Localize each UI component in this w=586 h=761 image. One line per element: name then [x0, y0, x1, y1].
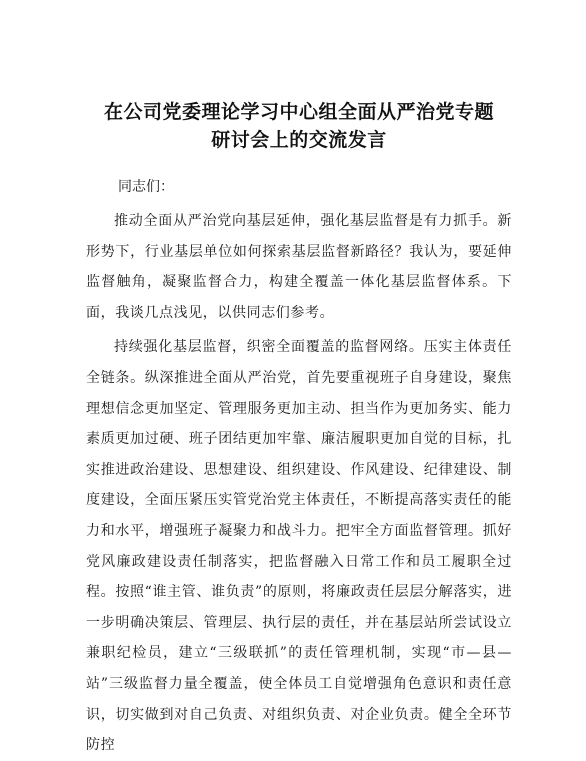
title-line-1: 在公司党委理论学习中心组全面从严治党专题: [103, 101, 494, 123]
paragraph-body: 持续强化基层监督，织密全面覆盖的监督网络。压实主体责任全链条。纵深推进全面从严治党，首先要重视班子自身建设，聚焦理想信念更加坚定、管理服务更加主动、担当作为更加务实、能力素质更加过硬、班子团结更加牢靠、廉洁履职更加自觉的目标，扎实推进政治建设、思想建设、组织建设、作风建设、纪律建设、制度建设，全面压紧压实管党治党主体责任，不断提高落实责任的能力和水平，增强班子凝聚力和战斗力。把牢全方面监督管理。抓好党风廉政建设责任制落实，把监督融入日常工作和员工履职全过程。按照“谁主管、谁负责”的原则，将廉政责任层层分解落实，进一步明确决策层、管理层、执行层的责任，并在基层站所尝试设立兼职纪检员，建立“三级联抓”的责任管理机制，实现“市—县—站”三级监督力量全覆盖，使全体员工自觉增强角色意识和责任意识，切实做到对自己负责、对组织负责、对企业负责。健全全环节防控: [86, 339, 512, 754]
paragraph-intro: 推动全面从严治党向基层延伸，强化基层监督是有力抓手。新形势下，行业基层单位如何探索基层监督新路径？我认为，要延伸监督触角，凝聚监督合力，构建全覆盖一体化基层监督体系。下面，我谈几点浅见，以供同志们参考。: [86, 213, 512, 321]
title-line-2: 研讨会上的交流发言: [211, 129, 387, 151]
document-title: [86, 98, 512, 154]
salutation: 同志们：: [118, 179, 174, 195]
